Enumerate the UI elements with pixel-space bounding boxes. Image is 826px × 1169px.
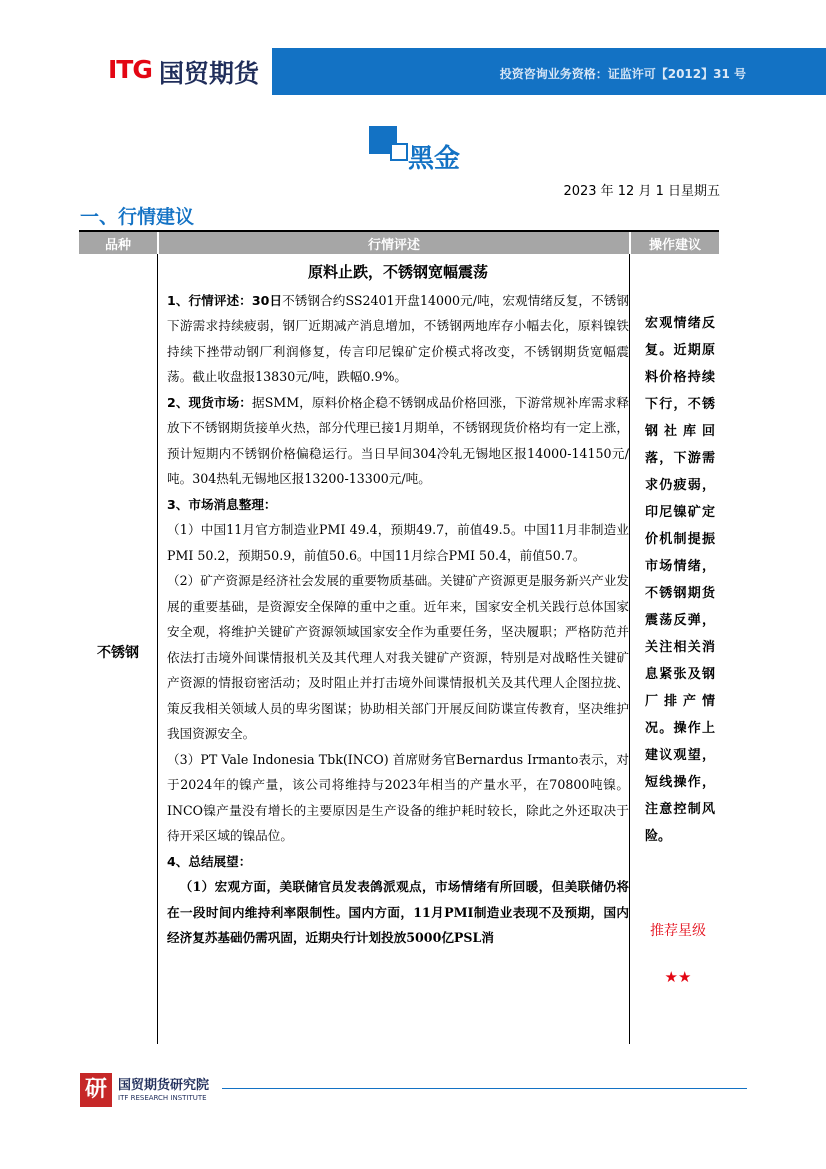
license-text: 投资咨询业务资格：证监许可【2012】31 号 (499, 67, 746, 81)
news-item-1: （1）中国11月官方制造业PMI 49.4，预期49.7，前值49.5。中国11月非制造业PMI 50.2，预期50.9，前值50.6。中国11月综合PMI 50.4，前值50.7。 (167, 522, 629, 563)
outlook-item-1: （1）宏观方面，美联储官员发表鸽派观点，市场情绪有所回暖，但美联储仍将在一段时间内维持利率限制性。国内方面，11月PMI制造业表现不及预期，国内经济复苏基础仍需巩固，近期央行计划投放5000亿PSL消 (167, 879, 629, 945)
logo-company-name: 国贸期货 (159, 59, 260, 88)
paragraph-2: 2、现货市场：据SMM，原料价格企稳不锈钢成品价格回涨，下游常规补库需求释放下不锈钢期货接单火热，部分代理已接1月期单，不锈钢现货价格均有一定上涨，预计短期内不锈钢价格偏稳运行。当日早间304冷轧无锡地区报14000-14150元/吨。304热轧无锡地区报13200-13300元/吨。 (167, 394, 630, 486)
advice-cell: 宏观情绪反复。近期原料价格持续下行，不锈钢社库回落，下游需求仍疲弱，印尼镍矿定价机制提振市场情绪，不锈钢期货震荡反弹，关注相关消息紧张及钢厂排产情况。操作上建议观望，短线操作，注意控制风险。 (645, 316, 715, 844)
header-variety: 品种 (79, 232, 157, 254)
paragraph-3-heading: 3、市场消息整理： (167, 496, 277, 512)
title-outline-square-icon (390, 143, 408, 161)
logo-mark: ITG (108, 55, 152, 84)
news-item-3: （3）PT Vale Indonesia Tbk(INCO) 首席财务官Bernardus Irmanto表示，对于2024年的镍产量，该公司将维持与2023年相当的产量水平，在70800吨镍。INCO镍产量没有增长的主要原因是生产设备的维护耗时较长，除此之外还取决于待开采区域的镍品位。 (167, 751, 629, 843)
header-advice: 操作建议 (631, 232, 719, 254)
recommendation-table (79, 230, 719, 1044)
review-cell (167, 260, 629, 951)
column-divider (629, 254, 630, 1044)
news-item-2: （2）矿产资源是经济社会发展的重要物质基础。关键矿产资源更是服务新兴产业发展的重要基础，是资源安全保障的重中之重。近年来，国家安全机关践行总体国家安全观，将维护关键矿产资源领域国家安全作为重要任务，坚决履职；严格防范并依法打击境外间谍情报机关及其代理人对我关键矿产资源，特别是对战略性关键矿产资源的情报窃密活动；及时阻止并打击境外间谍情报机关及其代理人企图拉拢、策反我相关领域人员的卑劣图谋；协助相关部门开展反间防谍宣传教育，坚决维护我国资源安全。 (167, 573, 629, 741)
column-divider (157, 254, 158, 1044)
section-title: 一、行情建议 (80, 206, 195, 228)
header-review: 行情评述 (159, 232, 629, 254)
report-date: 2023 年 12 月 1 日星期五 (563, 184, 720, 199)
footer-org-name: 国贸期货研究院 (118, 1078, 210, 1093)
review-subtitle: 原料止跌，不锈钢宽幅震荡 (307, 263, 488, 281)
paragraph-4-heading: 4、总结展望： (167, 853, 252, 869)
report-title: 黑金 (408, 144, 461, 174)
research-icon: 研 (80, 1073, 112, 1107)
footer-divider (222, 1088, 747, 1089)
variety-cell: 不锈钢 (97, 645, 139, 661)
paragraph-1: 1、行情评述：30日不锈钢合约SS2401开盘14000元/吨，宏观情绪反复，不锈钢下游需求持续疲弱，钢厂近期减产消息增加，不锈钢两地库存小幅去化，原料镍铁持续下挫带动钢厂利润修复，传言印尼镍矿定价模式将改变，不锈钢期货宽幅震荡。截止收盘报13830元/吨，跌幅0.9%。 (167, 292, 629, 384)
rating-label: 推荐星级 (650, 923, 706, 939)
footer-org-english: ITF RESEARCH INSTITUTE (118, 1094, 207, 1102)
rating-stars: ★★ (664, 968, 692, 986)
